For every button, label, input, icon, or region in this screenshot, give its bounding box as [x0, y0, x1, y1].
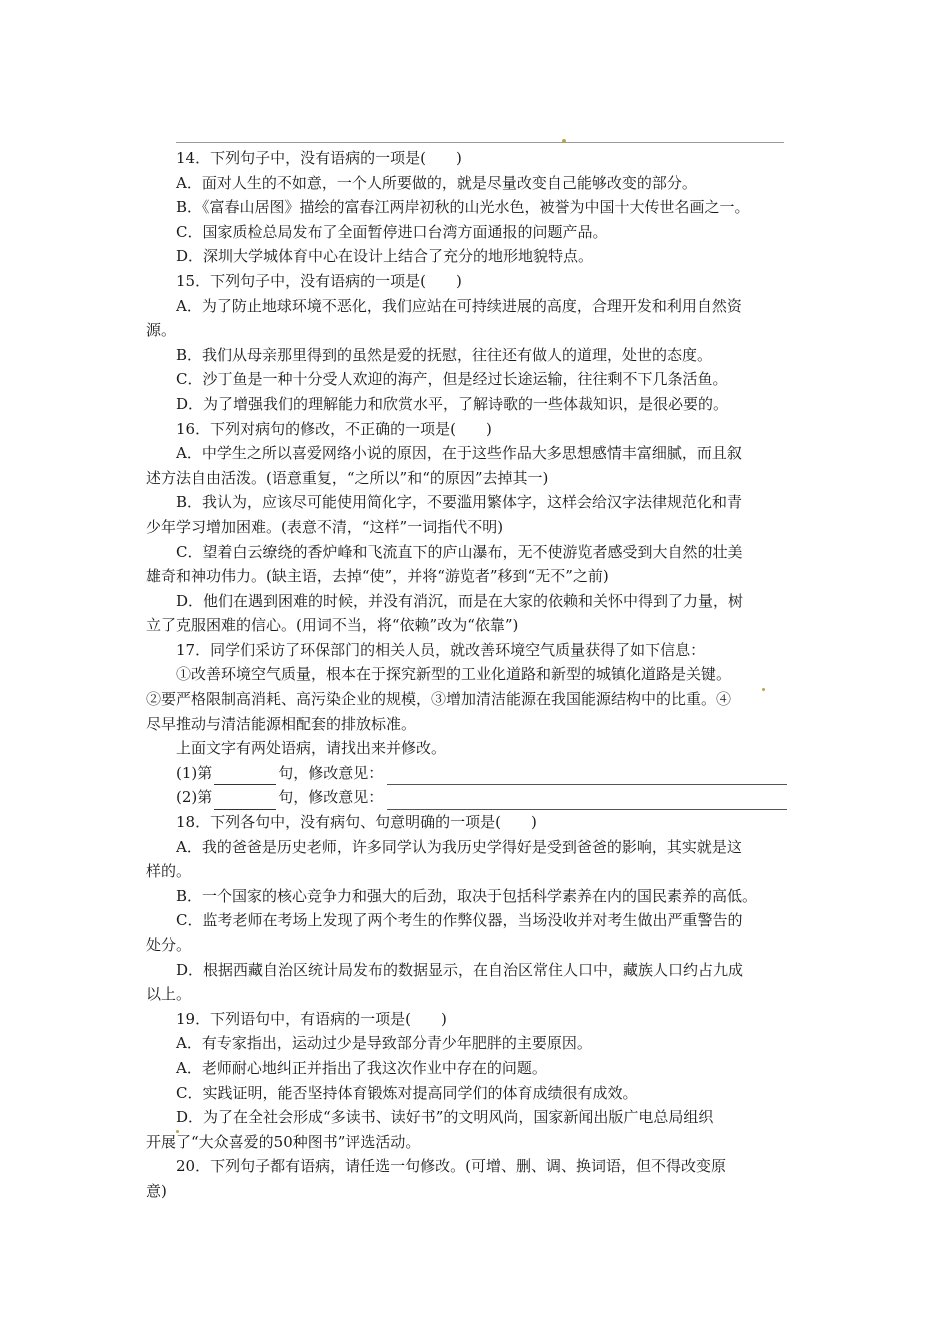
option-b-continued: 少年学习增加困难。(表意不清，“这样”一词指代不明): [146, 517, 504, 536]
option-d: D．为了在全社会形成“多读书、读好书”的文明风尚，国家新闻出版广电总局组织: [176, 1108, 714, 1127]
option-a-continued: 述方法自由活泼。(语意重复，“之所以”和“的原因”去掉其一): [146, 468, 549, 487]
option-b: B．我们从母亲那里得到的虽然是爱的抚慰，往往还有做人的道理，处世的态度。: [176, 345, 713, 364]
option-c: C．监考老师在考场上发现了两个考生的作弊仪器，当场没收并对考生做出严重警告的: [176, 911, 743, 930]
question-20: [146, 1154, 816, 1203]
question-stem: 20．下列句子都有语病，请任选一句修改。(可增、删、调、换词语，但不得改变原: [176, 1157, 726, 1176]
option-c: C．国家质检总局发布了全面暂停进口台湾方面通报的问题产品。: [176, 222, 608, 241]
option-a: A．面对人生的不如意，一个人所要做的，就是尽量改变自己能够改变的部分。: [176, 173, 697, 192]
question-stem: 19．下列语句中，有语病的一项是( ): [176, 1009, 447, 1028]
option-c-continued: 处分。: [146, 936, 192, 954]
revision-blank[interactable]: [387, 768, 787, 785]
answer-row-1: [176, 761, 816, 786]
option-b: B．《富春山居图》描绘的富春江两岸初秋的山光水色，被誉为中国十大传世名画之一。: [176, 198, 750, 217]
passage-line-2: ②要严格限制高消耗、高污染企业的规模，③增加清洁能源在我国能源结构中的比重。④: [146, 690, 732, 709]
option-c-continued: 雄奇和神功伟力。(缺主语，去掉“使”，并将“游览者”移到“无不”之前): [146, 567, 609, 586]
option-c: C．实践证明，能否坚持体育锻炼对提高同学们的体育成绩很有成效。: [176, 1083, 638, 1102]
passage-line-3: 尽早推动与清洁能源相配套的排放标准。: [146, 714, 417, 733]
header-mark: [562, 139, 566, 143]
option-d-continued: 以上。: [146, 985, 192, 1004]
question-15: [146, 269, 816, 417]
answer-prefix: (1)第: [176, 763, 213, 782]
question-14: [176, 146, 816, 269]
passage-line-1: ①改善环境空气质量，根本在于探究新型的工业化道路和新型的城镇化道路是关键。: [176, 665, 732, 684]
question-stem: 17．同学们采访了环保部门的相关人员，就改善环境空气质量获得了如下信息：: [176, 640, 706, 659]
sentence-number-blank[interactable]: [214, 793, 276, 810]
stray-mark: [762, 688, 765, 691]
question-stem: 15．下列句子中，没有语病的一项是( ): [176, 271, 462, 290]
question-stem: 16．下列对病句的修改，不正确的一项是( ): [176, 419, 492, 438]
option-d: D．根据西藏自治区统计局发布的数据显示，在自治区常住人口中，藏族人口约占九成: [176, 960, 744, 979]
question-stem: 18．下列各句中，没有病句、句意明确的一项是( ): [176, 813, 537, 832]
answer-prefix: (2)第: [176, 788, 213, 807]
stray-mark: [176, 1130, 179, 1133]
option-c: C．沙丁鱼是一种十分受人欢迎的海产，但是经过长途运输，往往剩不下几条活鱼。: [176, 370, 728, 389]
option-b: B．一个国家的核心竞争力和强大的后劲，取决于包括科学素养在内的国民素养的高低。: [176, 886, 758, 905]
question-list: [146, 146, 816, 1204]
answer-label: 句，修改意见：: [278, 788, 384, 807]
option-a: A．为了防止地球环境不恶化，我们应站在可持续进展的高度，合理开发和利用自然资: [176, 296, 742, 315]
option-a: A．我的爸爸是历史老师，许多同学认为我历史学得好是受到爸爸的影响，其实就是这: [176, 837, 742, 856]
answer-label: 句，修改意见：: [278, 763, 384, 782]
option-a: A．中学生之所以喜爱网络小说的原因，在于这些作品大多思想感情丰富细腻，而且叙: [176, 444, 742, 463]
option-c: C．望着白云缭绕的香炉峰和飞流直下的庐山瀑布，无不使游览者感受到大自然的壮美: [176, 542, 743, 561]
option-a: A．有专家指出，运动过少是导致部分青少年肥胖的主要原因。: [176, 1034, 592, 1053]
option-b: A．老师耐心地纠正并指出了我这次作业中存在的问题。: [176, 1058, 547, 1077]
option-d: D．深圳大学城体育中心在设计上结合了充分的地形地貌特点。: [176, 247, 594, 266]
answer-row-2: [176, 785, 816, 810]
revision-blank[interactable]: [387, 793, 787, 810]
option-a-continued: 样的。: [146, 862, 192, 881]
option-d: D．为了增强我们的理解能力和欣赏水平，了解诗歌的一些体裁知识，是很必要的。: [176, 394, 729, 413]
question-stem: 14．下列句子中，没有语病的一项是( ): [176, 149, 462, 167]
option-d-continued: 开展了“大众喜爱的50种图书”评选活动。: [146, 1132, 421, 1151]
question-16: [146, 417, 816, 638]
question-18: [146, 810, 816, 1007]
option-d: D．他们在遇到困难的时候，并没有消沉，而是在大家的依赖和关怀中得到了力量，树: [176, 591, 744, 610]
option-b: B．我认为，应该尽可能使用简化字，不要滥用繁体字，这样会给汉字法律规范化和青: [176, 493, 743, 512]
question-17: [146, 638, 816, 810]
question-19: [146, 1007, 816, 1155]
option-d-continued: 立了克服困难的信心。(用词不当，将“依赖”改为“依靠”): [146, 616, 519, 635]
option-a-continued: 源。: [146, 321, 177, 340]
question-stem-continued: 意): [146, 1181, 167, 1200]
sentence-number-blank[interactable]: [214, 768, 276, 785]
header-rule: [176, 142, 784, 143]
instruction: 上面文字有两处语病，请找出来并修改。: [176, 739, 447, 758]
